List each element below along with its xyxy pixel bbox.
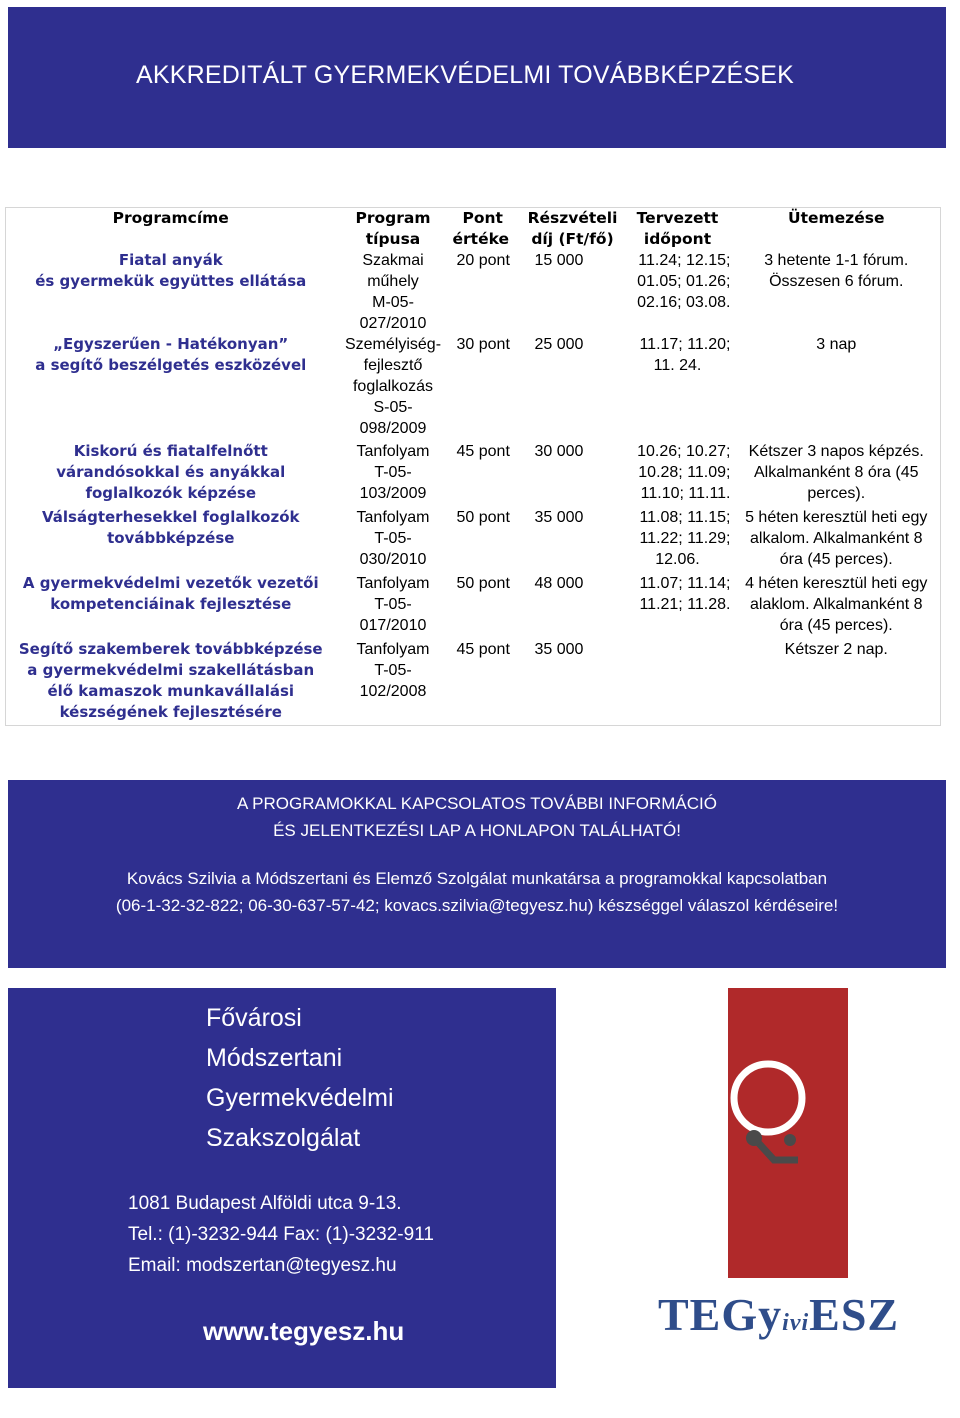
header-fee: Részvételi díj (Ft/fő) [527, 209, 618, 248]
program-schedule: Kétszer 3 napos képzés. Alkalmanként 8 óra (45 perces). [748, 443, 924, 502]
info-contact-line: Kovács Szilvia a Módszertani és Elemző Szolgálat munkatársa a programokkal kapcsolatban [126, 869, 828, 888]
program-points: 50 pont [456, 575, 510, 592]
program-schedule: 4 héten keresztül heti egy alaklom. Alkalmanként 8 óra (45 perces). [745, 575, 928, 634]
info-heading [8, 790, 946, 844]
program-schedule: 3 nap [816, 336, 857, 353]
program-title: Fiatal anyák és gyermekük együttes ellátása [35, 251, 307, 290]
program-schedule: 5 héten keresztül heti egy alkalom. Alkalmanként 8 óra (45 perces). [745, 509, 928, 568]
program-points: 20 pont [456, 252, 510, 269]
program-date: 11.08; 11.15; 11.22; 11.29; 12.06. [639, 509, 731, 568]
program-type: Tanfolyam T-05- 017/2010 [356, 575, 430, 634]
table-row [6, 334, 941, 441]
address-line: 1081 Budapest Alföldi utca 9-13. [128, 1193, 402, 1214]
header-points: Pont értéke [452, 209, 509, 248]
table-row [6, 507, 941, 573]
program-date: 10.26; 10.27; 10.28; 11.09; 11.10; 11.11. [637, 443, 731, 502]
table-row [6, 250, 941, 334]
organization-name [206, 998, 394, 1158]
program-type: Személyiség- fejlesztő foglalkozás S-05- 098/2009 [344, 336, 442, 437]
program-type: Tanfolyam T-05- 030/2010 [356, 509, 430, 568]
program-date: 11.07; 11.14; 11.21; 11.28. [639, 575, 731, 613]
page-title: AKKREDITÁLT GYERMEKVÉDELMI TOVÁBBKÉPZÉSEK [136, 61, 794, 89]
program-type: Tanfolyam T-05- 103/2009 [356, 443, 430, 502]
header-title: Programcíme [112, 209, 229, 227]
website-link[interactable]: www.tegyesz.hu [203, 1316, 405, 1346]
info-panel [8, 780, 946, 968]
program-fee: 30 000 [534, 443, 584, 460]
table-row [6, 441, 941, 507]
logo-wordmark [658, 1288, 899, 1341]
logo-figure-icon [658, 988, 950, 1288]
organization-address [128, 1188, 434, 1281]
program-fee: 48 000 [534, 575, 584, 592]
org-name-line: Módszertani [206, 1044, 343, 1072]
table-header-row [6, 208, 941, 251]
table-row [6, 573, 941, 639]
organization-panel [8, 988, 556, 1388]
program-schedule: 3 hetente 1-1 fórum. Összesen 6 fórum. [764, 252, 909, 290]
header-banner [8, 7, 946, 148]
info-heading-line: ÉS JELENTKEZÉSI LAP A HONLAPON TALÁLHATÓ! [273, 821, 681, 840]
program-points: 45 pont [456, 641, 510, 658]
phone-fax-line: Tel.: (1)-3232-944 Fax: (1)-3232-911 [128, 1224, 434, 1245]
info-contact-line: (06-1-32-32-822; 06-30-637-57-42; kovacs.szilvia@tegyesz.hu) készséggel válaszol kérdéseire! [115, 896, 839, 915]
org-name-line: Fővárosi [206, 1004, 302, 1032]
info-heading-line: A PROGRAMOKKAL KAPCSOLATOS TOVÁBBI INFORMÁCIÓ [237, 794, 717, 813]
email-line: Email: modszertan@tegyesz.hu [128, 1255, 397, 1276]
program-points: 30 pont [456, 336, 510, 353]
logo-text-a: TEGy [658, 1289, 783, 1340]
org-name-line: Gyermekvédelmi [206, 1084, 394, 1112]
program-type: Tanfolyam T-05- 102/2008 [356, 641, 430, 700]
program-points: 50 pont [456, 509, 510, 526]
header-schedule: Ütemezése [788, 209, 885, 227]
program-title: Segítő szakemberek továbbképzése a gyermekvédelmi szakellátásban élő kamaszok munkavállalási készségének fejlesztésére [18, 640, 323, 721]
program-schedule: Kétszer 2 nap. [784, 641, 888, 658]
program-fee: 35 000 [534, 509, 584, 526]
header-date: Tervezett időpont [636, 209, 719, 248]
info-contact [8, 865, 946, 919]
org-name-line: Szakszolgálat [206, 1124, 361, 1152]
program-fee: 15 000 [534, 252, 584, 269]
header-type: Program típusa [355, 209, 431, 248]
program-fee: 25 000 [534, 336, 584, 353]
tegyesz-logo [658, 988, 950, 1398]
program-title: Válságterhesekkel foglalkozók továbbképzése [42, 508, 300, 547]
logo-text-b: ivi [782, 1310, 810, 1336]
logo-text-c: ESZ [809, 1289, 900, 1340]
table-row [6, 639, 941, 725]
program-date [623, 639, 733, 725]
program-date: 11.24; 12.15; 01.05; 01.26; 02.16; 03.08. [637, 252, 731, 311]
program-title: A gyermekvédelmi vezetők vezetői kompetenciáinak fejlesztése [22, 574, 319, 613]
program-date: 11.17; 11.20; 11. 24. [639, 336, 731, 374]
program-type: Szakmai műhely M-05- 027/2010 [359, 252, 427, 332]
program-fee: 35 000 [534, 641, 584, 658]
program-title: Kiskorú és fiatalfelnőtt várandósokkal és anyákkal foglalkozók képzése [56, 442, 286, 502]
program-points: 45 pont [456, 443, 510, 460]
program-title: „Egyszerűen - Hatékonyan” a segítő beszélgetés eszközével [35, 335, 307, 374]
programs-table [5, 207, 941, 726]
